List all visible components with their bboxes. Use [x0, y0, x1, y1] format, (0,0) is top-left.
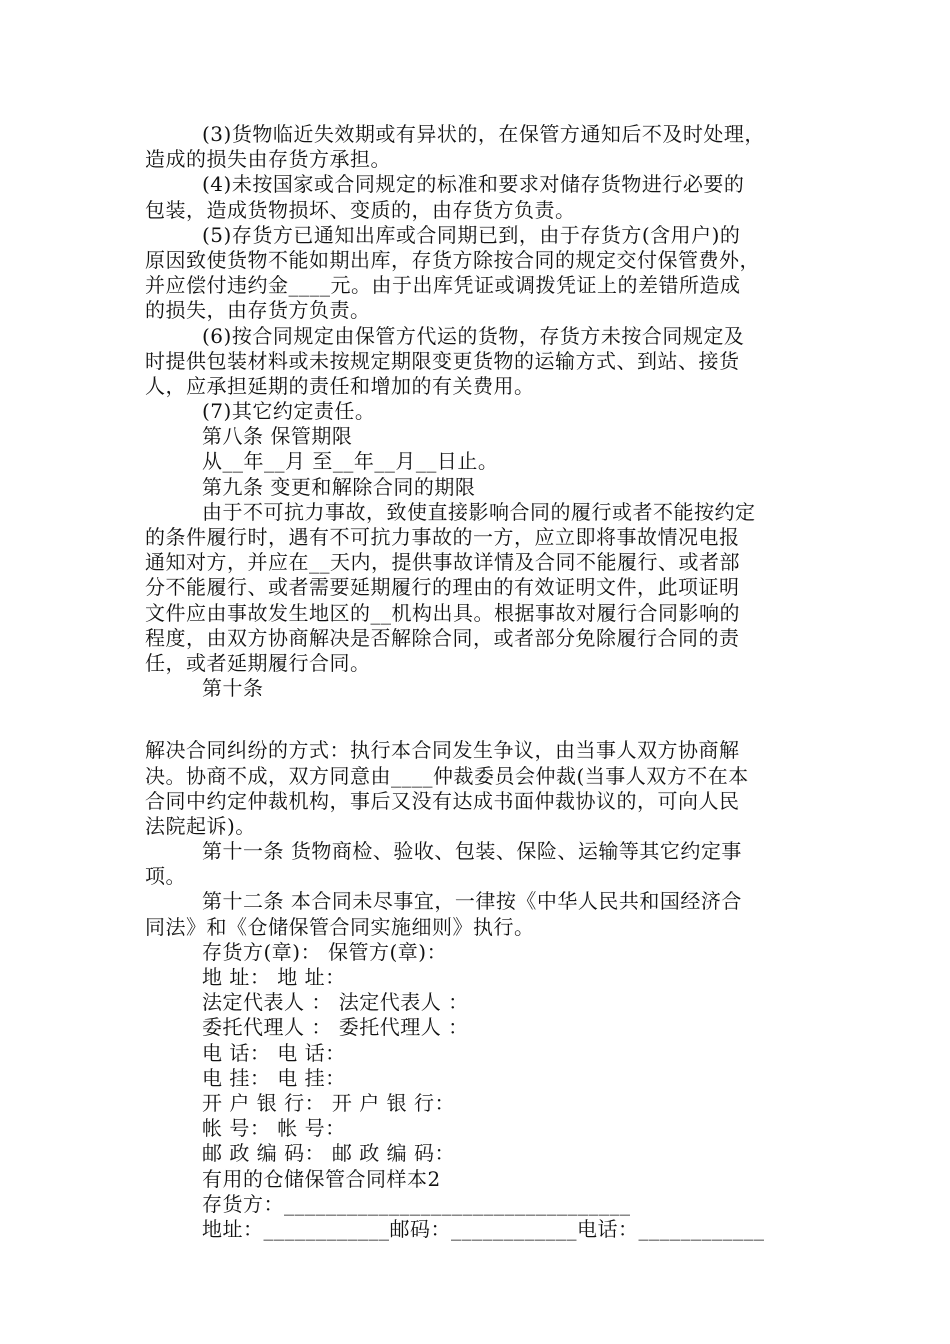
text-line: 帐 号： 帐 号：: [202, 1116, 346, 1141]
text-line: (3)货物临近失效期或有异状的，在保管方通知后不及时处理，: [202, 122, 765, 146]
document-body: [145, 122, 817, 1242]
text-line: 第十二条 本合同未尽事宜，一律按《中华人民共和国经济合: [202, 889, 742, 914]
text-line: (5)存货方已通知出库或合同期已到，由于存货方(含用户)的: [202, 222, 741, 247]
text-line: 时提供包装材料或未按规定期限变更货物的运输方式、到站、接货: [145, 348, 740, 373]
text-line: 存货方：_________________________________: [202, 1191, 631, 1216]
text-line: 的损失，由存货方负责。: [145, 298, 371, 323]
text-line: 第十条: [202, 676, 264, 701]
text-line: 开 户 银 行： 开 户 银 行：: [202, 1090, 456, 1115]
text-line: 法定代表人 ： 法定代表人 ：: [202, 990, 469, 1015]
text-line: 存货方(章)： 保管方(章)：: [202, 939, 448, 964]
text-line: 任，或者延期履行合同。: [145, 650, 371, 675]
text-line: 通知对方，并应在__天内，提供事故详情及合同不能履行、或者部: [145, 550, 740, 575]
text-line: 由于不可抗力事故，致使直接影响合同的履行或者不能按约定: [202, 499, 756, 524]
text-line: (4)未按国家或合同规定的标准和要求对储存货物进行必要的: [202, 172, 745, 197]
text-line: 同法》和《仓储保管合同实施细则》执行。: [145, 914, 535, 939]
text-line: 第九条 变更和解除合同的期限: [202, 474, 476, 499]
text-line: 项。: [145, 864, 186, 889]
text-line: 邮 政 编 码： 邮 政 编 码：: [202, 1141, 456, 1166]
text-line: 程度，由双方协商解决是否解除合同，或者部分免除履行合同的责: [145, 625, 740, 650]
text-line: 有用的仓储保管合同样本2: [202, 1166, 441, 1191]
text-line: 的条件履行时，遇有不可抗力事故的一方，应立即将事故情况电报: [145, 525, 740, 549]
text-line: 法院起诉)。: [145, 813, 256, 838]
text-line: (7)其它约定责任。: [202, 399, 376, 424]
blank-line: [145, 701, 817, 738]
text-line: 包装，造成货物损坏、变质的，由存货方负责。: [145, 197, 576, 222]
text-line: 合同中约定仲裁机构，事后又没有达成书面仲裁协议的，可向人民: [145, 788, 740, 813]
text-line: 地 址： 地 址：: [202, 965, 346, 989]
text-line: 电 挂： 电 挂：: [202, 1065, 346, 1090]
text-line: 并应偿付违约金____元。由于出库凭证或调拨凭证上的差错所造成: [145, 273, 741, 298]
text-line: 人，应承担延期的责任和增加的有关费用。: [145, 373, 535, 398]
text-line: 决。协商不成，双方同意由____仲裁委员会仲裁(当事人双方不在本: [145, 763, 749, 788]
text-line: 第八条 保管期限: [202, 424, 353, 449]
text-line: 第十一条 货物商检、验收、包装、保险、运输等其它约定事: [202, 839, 742, 864]
text-line: 委托代理人 ： 委托代理人 ：: [202, 1015, 469, 1040]
text-line: 造成的损失由存货方承担。: [145, 147, 391, 172]
text-line: 解决合同纠纷的方式：执行本合同发生争议，由当事人双方协商解: [145, 738, 740, 763]
text-line: 原因致使货物不能如期出库，存货方除按合同的规定交付保管费外，: [145, 247, 760, 272]
text-line: (6)按合同规定由保管方代运的货物，存货方未按合同规定及: [202, 323, 745, 348]
text-line: 地址：____________邮码：____________电话：____________: [202, 1216, 765, 1241]
text-line: 从__年__月 至__年__月__日止。: [202, 449, 499, 474]
text-line: 分不能履行、或者需要延期履行的理由的有效证明文件，此项证明: [145, 575, 740, 600]
text-line: 电 话： 电 话：: [202, 1040, 346, 1065]
text-line: 文件应由事故发生地区的__机构出具。根据事故对履行合同影响的: [145, 600, 740, 625]
